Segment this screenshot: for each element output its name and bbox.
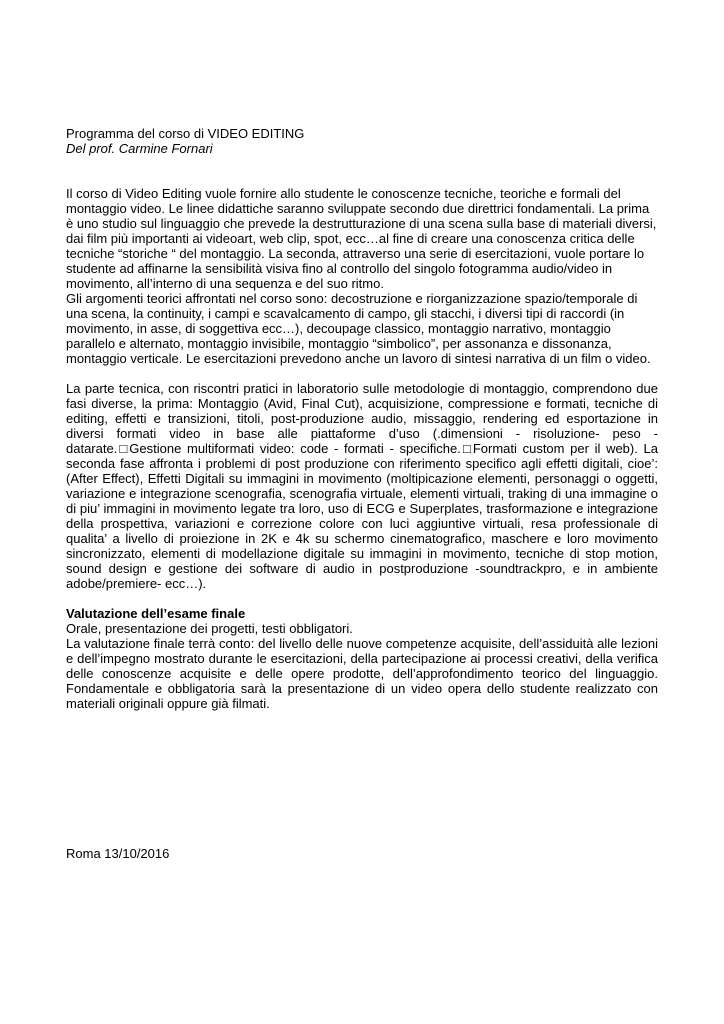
spacer xyxy=(66,591,658,606)
spacer xyxy=(66,366,658,381)
intro-paragraph-2: Gli argomenti teorici affrontati nel corso sono: decostruzione e riorganizzazione spazio/temporale di una scena, la continuity, i campi e scavalcamento di campo, gli stacchi, i diversi tipi di raccordi (in movimento, in asse, di soggettiva ecc…), decoupage classico, montaggio narrativo, montaggio parallelo e alternato, montaggio invisibile, montaggio “simbolico”, per assonanza e dissonanza, montaggio verticale. Le esercitazioni prevedono anche un lavoro di sintesi narrativa di un film o video. xyxy=(66,291,651,366)
course-author: Del prof. Carmine Fornari xyxy=(66,141,213,156)
evaluation-paragraph-1: Orale, presentazione dei progetti, testi obbligatori. xyxy=(66,621,353,636)
evaluation-heading: Valutazione dell’esame finale xyxy=(66,606,246,621)
course-title: Programma del corso di VIDEO EDITING xyxy=(66,126,305,141)
place-date: Roma 13/10/2016 xyxy=(66,846,170,861)
document-page xyxy=(66,126,658,711)
evaluation-paragraph-2: La valutazione finale terrà conto: del livello delle nuove competenze acquisite, dell’assiduità alle lezioni e dell’impegno mostrato durante le esercitazioni, della partecipazione ai processi creativi, della verifica delle conoscenze acquisite e delle opere prodotte, dell’approfondimento teorico del linguaggio. Fondamentale e obbligatoria sarà la presentazione di un video opera dello studente realizzato con materiali originali oppure già filmati. xyxy=(66,636,658,711)
spacer xyxy=(66,156,658,186)
intro-paragraph-1: Il corso di Video Editing vuole fornire allo studente le conoscenze tecniche, teoriche e formali del montaggio video. Le linee didattiche saranno sviluppate secondo due direttrici fondamentali. La prima è uno studio sul linguaggio che prevede la destrutturazione di una scena sulla base di materiali diversi, dai film più importanti ai videoart, web clip, spot, ecc…al fine di creare una conoscenza critica delle tecniche “storiche “ del montaggio. La seconda, attraverso una serie di esercitazioni, vuole portare lo studente ad affinarne la sensibilità visiva fino al controllo del singolo fotogramma audio/video in movimento, all’interno di una sequenza e del suo ritmo. xyxy=(66,186,657,291)
technical-paragraph: La parte tecnica, con riscontri pratici in laboratorio sulle metodologie di montaggio, comprendono due fasi diverse, la prima: Montaggio (Avid, Final Cut), acquisizione, compressione e formati, tecniche di editing, effetti e transizioni, titoli, post-produzione audio, missaggio, rendering ed esportazione in diversi formati video in base alle piattaforme d’uso (.dimensioni - risoluzione- peso - datarate.□Gestione multiformati video: code - formati - specifiche.□Formati custom per il web). La seconda fase affronta i problemi di post produzione con riferimento specifico agli effetti digitali, cioe’: (After Effect), Effetti Digitali su immagini in movimento (moltipicazione elementi, personaggi o oggetti, variazione e integrazione scenografia, scenografia virtuale, elementi virtuali, traking di una immagine o di piu’ immagini in movimento legate tra loro, uso di ECG e Superplates, trasformazione e integrazione della prospettiva, variazioni e correzione colore con luci aggiuntive virtuali, resa professionale di qualita’ a livello di proiezione in 2K e 4k su schermo cinematografico, maschere e loro movimento sincronizzato, elementi di modellazione digitale su immagini in movimento, tecniche di stop motion, sound design e gestione dei software di audio in postproduzione -soundtrackpro, e in ambiente adobe/premiere- ecc…). xyxy=(66,381,658,591)
